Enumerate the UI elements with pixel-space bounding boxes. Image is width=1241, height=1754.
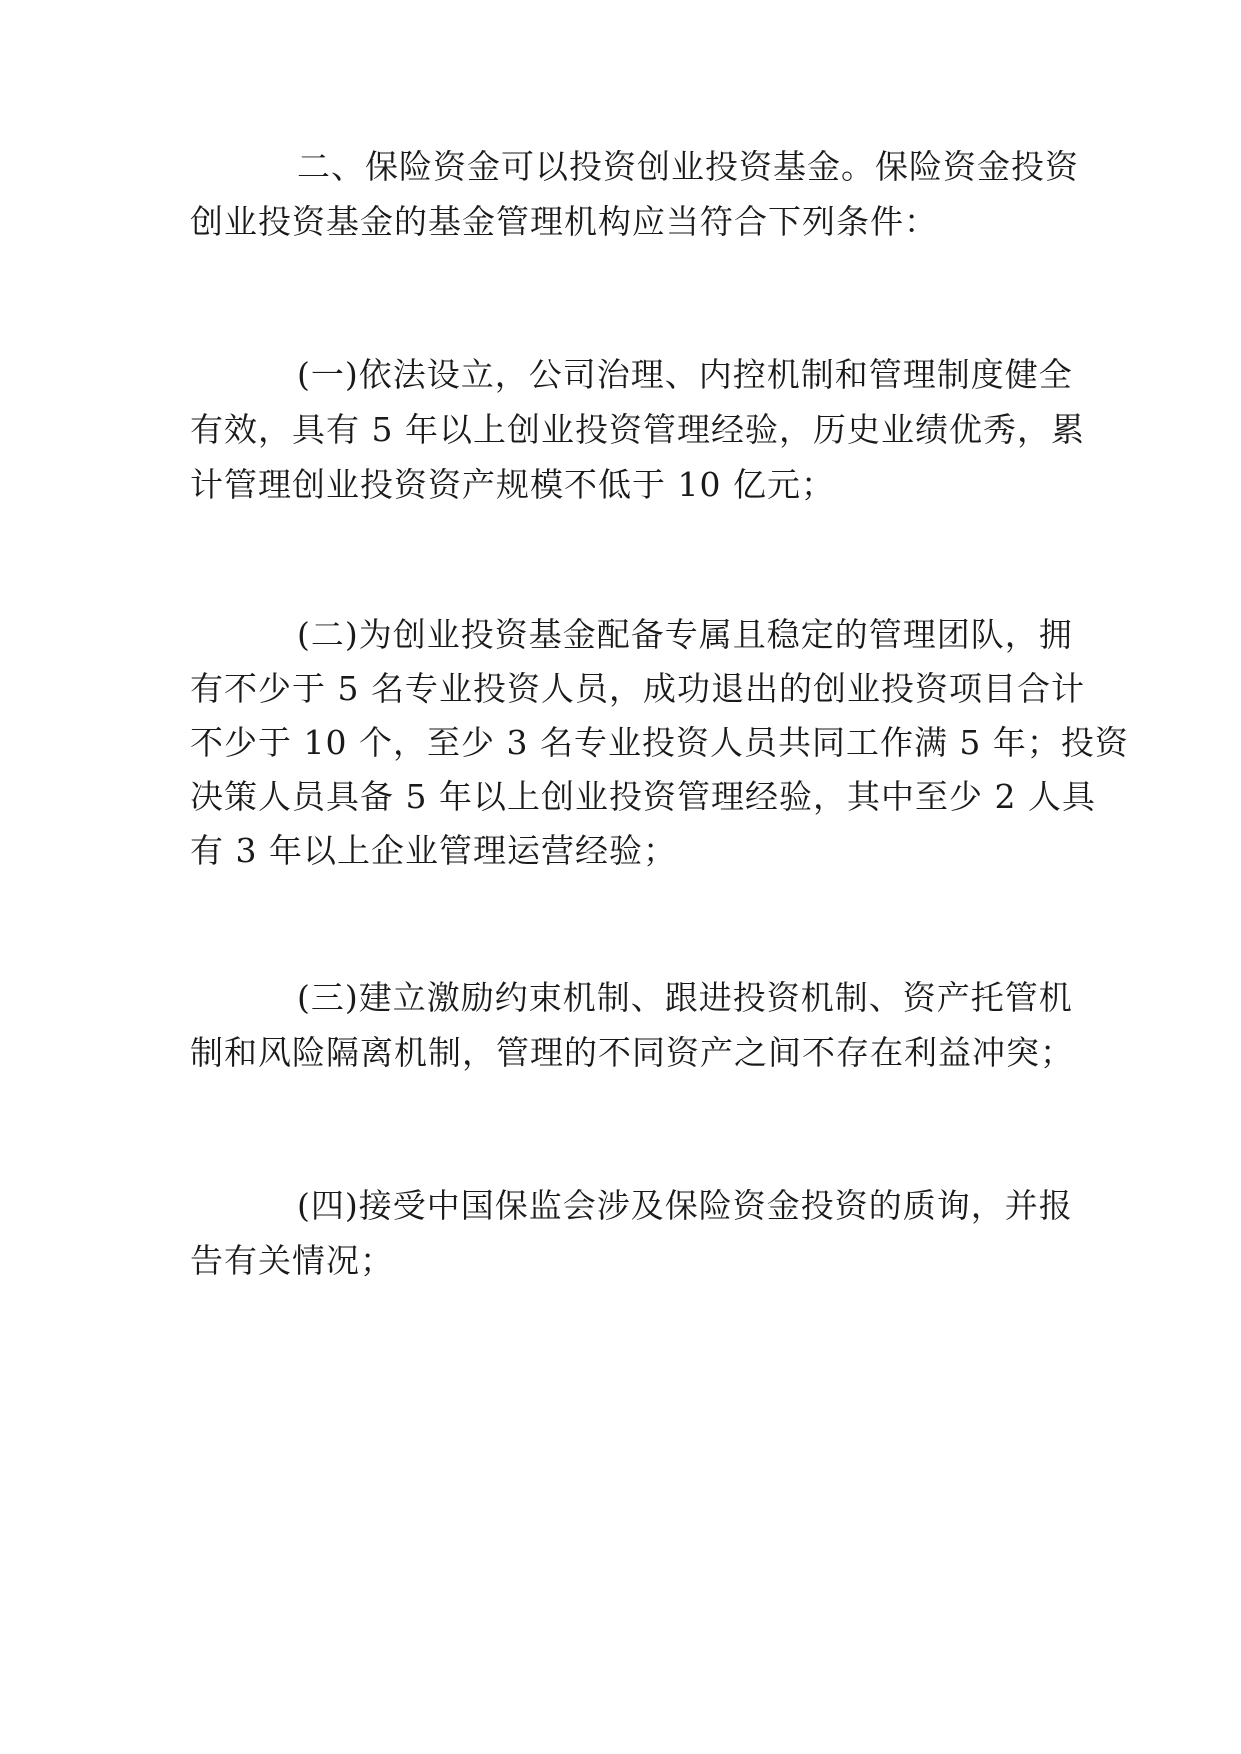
paragraph-line: 有 3 年以上企业管理运营经验；: [190, 831, 677, 870]
paragraph-line: (二)为创业投资基金配备专属且稳定的管理团队，拥: [297, 615, 1073, 654]
paragraph-line: 决策人员具备 5 年以上创业投资管理经验，其中至少 2 人具: [190, 777, 1096, 816]
paragraph-line: 告有关情况；: [190, 1241, 394, 1280]
paragraph-line: (三)建立激励约束机制、跟进投资机制、资产托管机: [297, 978, 1073, 1017]
paragraph-line: 计管理创业投资资产规模不低于 10 亿元；: [190, 465, 835, 504]
paragraph-line: 有效，具有 5 年以上创业投资管理经验，历史业绩优秀，累: [190, 410, 1085, 449]
paragraph-line: (一)依法设立，公司治理、内控机制和管理制度健全: [297, 355, 1073, 394]
paragraph-line: 不少于 10 个，至少 3 名专业投资人员共同工作满 5 年；投资: [190, 723, 1129, 762]
paragraph-line: 有不少于 5 名专业投资人员，成功退出的创业投资项目合计: [190, 669, 1085, 708]
paragraph-line: 二、保险资金可以投资创业投资基金。保险资金投资: [297, 147, 1079, 186]
paragraph-line: 创业投资基金的基金管理机构应当符合下列条件：: [190, 202, 938, 241]
paragraph-line: 制和风险隔离机制，管理的不同资产之间不存在利益冲突；: [190, 1033, 1074, 1072]
paragraph-line: (四)接受中国保监会涉及保险资金投资的质询，并报: [297, 1186, 1073, 1225]
